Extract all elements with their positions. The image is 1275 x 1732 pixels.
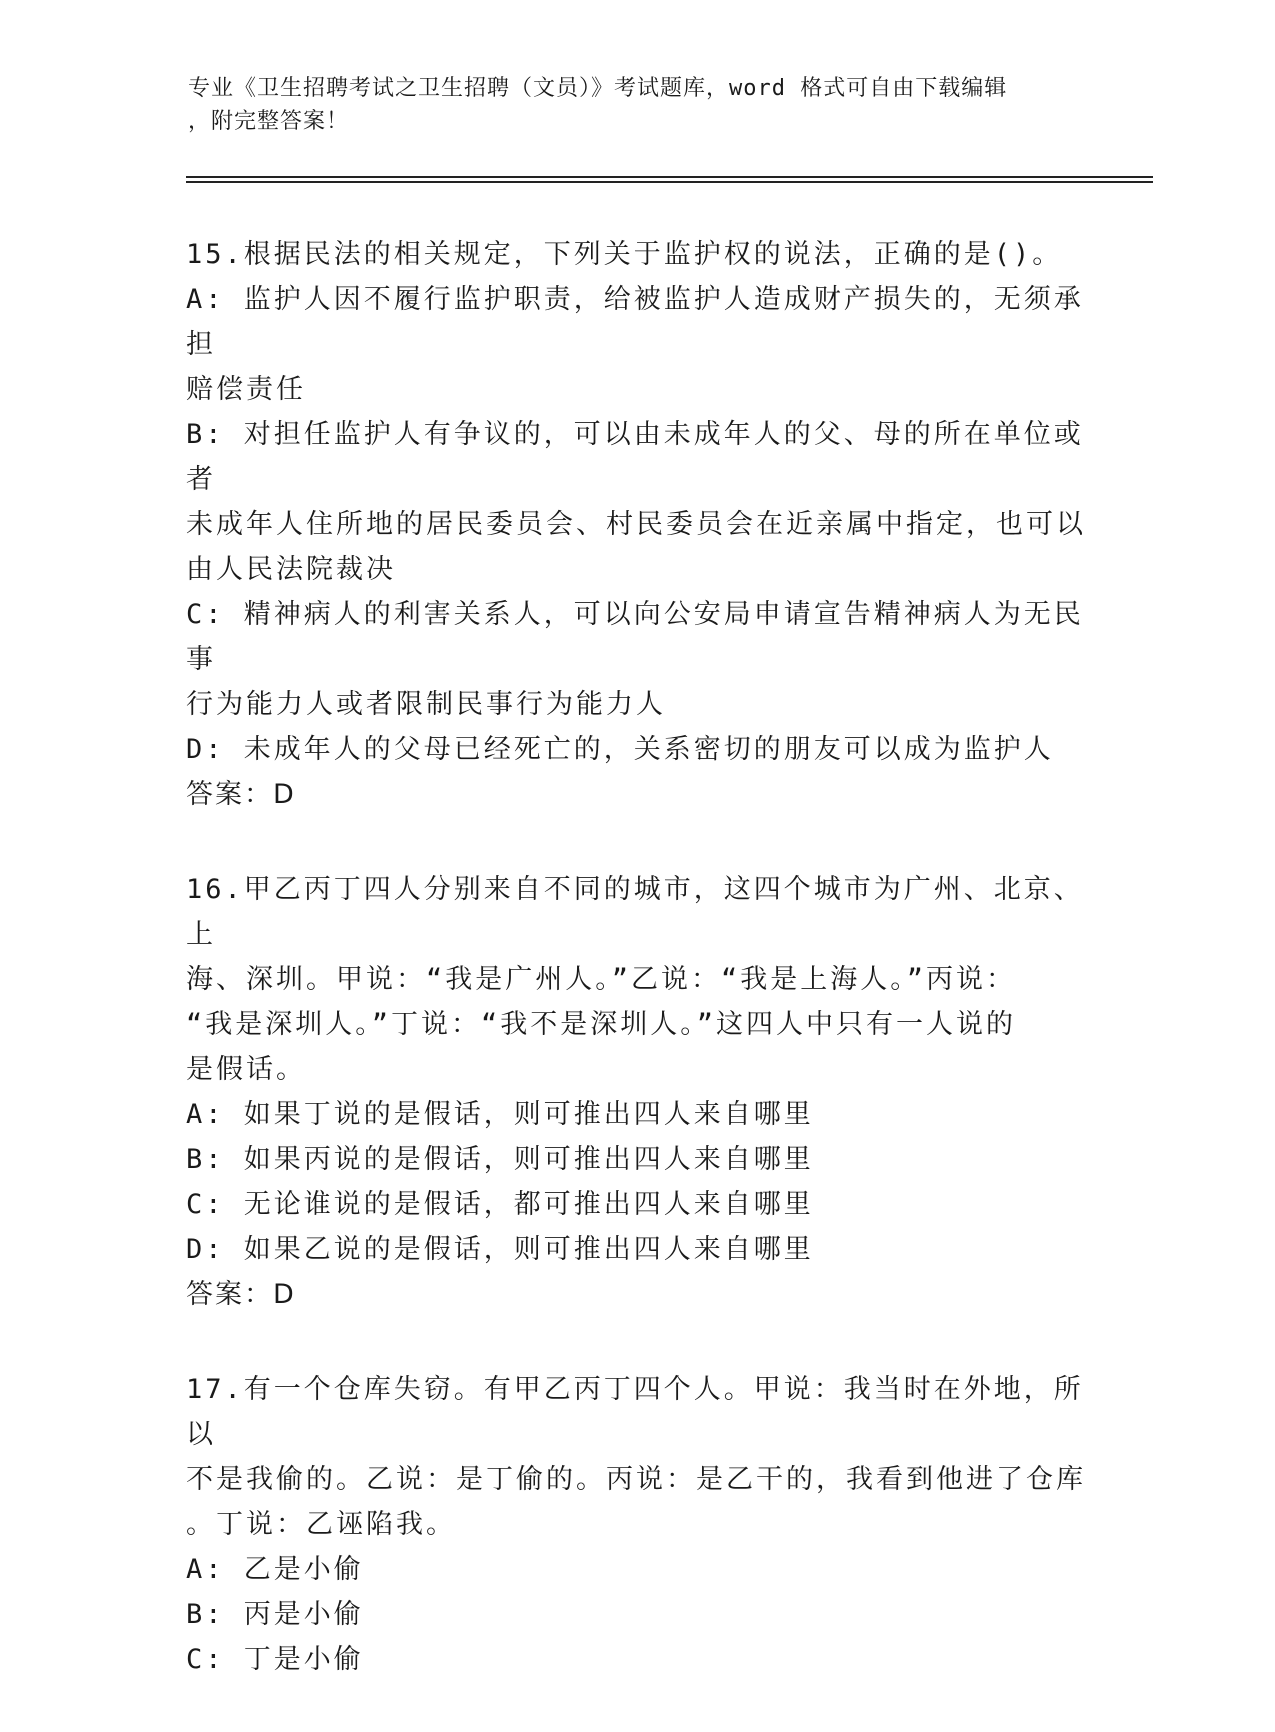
question-list	[186, 232, 1096, 1732]
option-line: 赔偿责任	[186, 374, 306, 405]
option-line: C: 丁是小偷	[186, 1644, 364, 1675]
option-line: A: 监护人因不履行监护职责，给被监护人造成财产损失的，无须承担	[186, 284, 1084, 360]
option-line: 未成年人住所地的居民委员会、村民委员会在近亲属中指定，也可以	[186, 509, 1086, 540]
question-stem-line: 海、深圳。甲说：“我是广州人。”乙说：“我是上海人。”丙说：	[186, 964, 1017, 995]
option-line: A: 如果丁说的是假话，则可推出四人来自哪里	[186, 1099, 814, 1130]
question-stem-line: “我是深圳人。”丁说：“我不是深圳人。”这四人中只有一人说的	[186, 1009, 1017, 1040]
question-stem-line: 是假话。	[186, 1054, 306, 1085]
option-line: 行为能力人或者限制民事行为能力人	[186, 689, 666, 720]
header-line-2: ，附完整答案！	[188, 109, 350, 134]
option-line: B: 如果丙说的是假话，则可推出四人来自哪里	[186, 1144, 814, 1175]
option-line: C: 精神病人的利害关系人，可以向公安局申请宣告精神病人为无民事	[186, 599, 1084, 675]
question-stem-line: 16.甲乙丙丁四人分别来自不同的城市，这四个城市为广州、北京、上	[186, 874, 1084, 950]
option-line: A: 乙是小偷	[186, 1554, 364, 1585]
question-stem-line: 。丁说：乙诬陷我。	[186, 1509, 456, 1540]
answer-label: 答案：D	[186, 779, 296, 810]
document-header	[188, 72, 1088, 138]
question-block	[186, 232, 1096, 817]
question-block	[186, 1367, 1096, 1682]
option-line: D: 如果乙说的是假话，则可推出四人来自哪里	[186, 1234, 814, 1265]
option-line: D: 未成年人的父母已经死亡的，关系密切的朋友可以成为监护人	[186, 734, 1054, 765]
question-stem-line: 17.有一个仓库失窃。有甲乙丙丁四个人。甲说：我当时在外地，所以	[186, 1374, 1084, 1450]
question-stem-line: 15.根据民法的相关规定，下列关于监护权的说法，正确的是()。	[186, 239, 1063, 270]
question-block	[186, 867, 1096, 1317]
option-line: 由人民法院裁决	[186, 554, 396, 585]
option-line: B: 对担任监护人有争议的，可以由未成年人的父、母的所在单位或者	[186, 419, 1084, 495]
option-line: C: 无论谁说的是假话，都可推出四人来自哪里	[186, 1189, 814, 1220]
answer-label: 答案：D	[186, 1279, 296, 1310]
option-line: B: 丙是小偷	[186, 1599, 364, 1630]
header-line-1: 专业《卫生招聘考试之卫生招聘（文员）》考试题库，word 格式可自由下载编辑	[188, 76, 1008, 101]
question-stem-line: 不是我偷的。乙说：是丁偷的。丙说：是乙干的，我看到他进了仓库	[186, 1464, 1086, 1495]
header-divider-top	[186, 176, 1153, 178]
header-divider-bottom	[186, 181, 1153, 183]
